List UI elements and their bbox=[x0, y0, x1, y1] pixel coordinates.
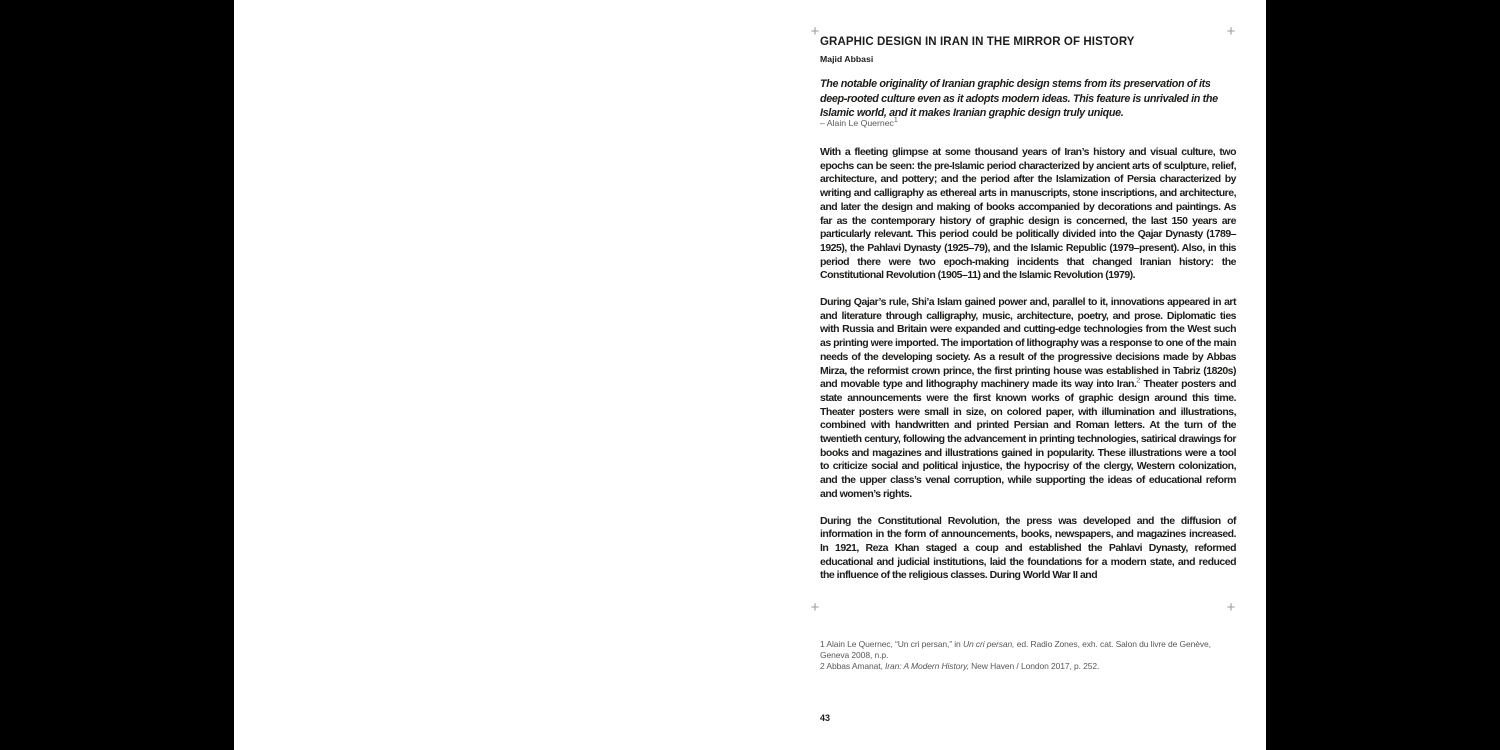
crop-mark-icon: + bbox=[810, 599, 820, 616]
epigraph-quote: The notable originality of Iranian graphic design stems from its preservation of its deep-rooted culture even as it adopts modern ideas. This feature is unrivaled in the Islamic world, and it makes Iranian graphic design truly unique. bbox=[820, 78, 1218, 120]
footnote-ref-1: 1 bbox=[893, 117, 898, 125]
paragraph-segment: During Qajar’s rule, Shi’a Islam gained power and, parallel to it, innovations appeared in art and literature through calligraphy, music, architecture, poetry, and prose. Diplomatic ties with Russia and Britain were expanded and cutting-edge technologies from the West such as printing were imported. The importation of lithography was a response to one of the main needs of the developing society. As a result of the progressive decisions made by Abbas Mirza, the reformist crown prince, the first printing house was established in Tabriz (1820s) and movable type and lithography machinery made its way into Iran. bbox=[820, 296, 1236, 391]
page-title: GRAPHIC DESIGN IN IRAN IN THE MIRROR OF HISTORY bbox=[820, 36, 1135, 48]
crop-mark-icon: + bbox=[1226, 23, 1236, 40]
book-page bbox=[234, 0, 1266, 750]
footnote-segment: ed. Radio Zones, exh. cat. Salon du livre de Genève, bbox=[1014, 639, 1211, 649]
footnote-segment: Geneva 2008, n.p. bbox=[820, 650, 889, 660]
footnote-1 bbox=[820, 639, 1260, 661]
footnote-segment: New Haven / London 2017, p. 252. bbox=[968, 661, 1100, 671]
page-number: 43 bbox=[820, 713, 831, 723]
footnote-ref-2: 2 bbox=[1136, 377, 1141, 385]
crop-mark-icon: + bbox=[1226, 599, 1236, 616]
footnote-segment: 1 Alain Le Quernec, “Un cri persan,” in bbox=[820, 639, 963, 649]
footnote-2 bbox=[820, 661, 1260, 672]
attribution-text: – Alain Le Quernec bbox=[820, 118, 894, 128]
body-paragraph bbox=[820, 296, 1236, 502]
footnotes bbox=[820, 639, 1260, 672]
body-paragraph: During the Constitutional Revolution, the press was developed and the diffusion of information in the form of announcements, books, newspapers, and magazines increased. In 1921, Reza Khan staged a coup and established the Pahlavi Dynasty, reformed educational and judicial institutions, laid the foundations for a modern state, and reduced the influence of the religious classes. During World War II and bbox=[820, 514, 1236, 582]
footnote-work-title: Iran: A Modern History, bbox=[885, 661, 969, 671]
epigraph-attribution bbox=[820, 118, 898, 128]
footnote-segment: 2 Abbas Amanat, bbox=[820, 661, 886, 671]
text-column bbox=[820, 36, 1236, 723]
paragraph-segment: Theater posters and state announcements were the first known works of graphic design around this time. Theater posters were small in size, on colored paper, with illumination and illustrations, combined with handwritten and printed Persian and Roman letters. At the turn of the twentieth century, following the advancement in printing technologies, satirical drawings for books and magazines and illustrations gained in popularity. These illustrations were a tool to criticize social and political injustice, the hypocrisy of the clergy, Western colonization, and the upper class’s venal corruption, while supporting the ideas of educational reform and women’s rights. bbox=[820, 378, 1236, 500]
author-name: Majid Abbasi bbox=[820, 54, 874, 64]
crop-mark-icon: + bbox=[810, 23, 820, 40]
body-paragraph: With a fleeting glimpse at some thousand years of Iran’s history and visual culture, two epochs can be seen: the pre-Islamic period characterized by ancient arts of sculpture, relief, architecture, and pottery; and the period after the Islamization of Persia characterized by writing and calligraphy as ethereal arts in manuscripts, stone inscriptions, and architecture, and later the design and making of books accompanied by decorations and paintings. As far as the contemporary history of graphic design is concerned, the last 150 years are particularly relevant. This period could be politically divided into the Qajar Dynasty (1789–1925), the Pahlavi Dynasty (1925–79), and the Islamic Republic (1979–present). Also, in this period there were two epoch-making incidents that changed Iranian history: the Constitutional Revolution (1905–11) and the Islamic Revolution (1979). bbox=[820, 146, 1236, 282]
footnote-work-title: Un cri persan, bbox=[962, 639, 1015, 649]
article-body bbox=[820, 146, 1236, 596]
